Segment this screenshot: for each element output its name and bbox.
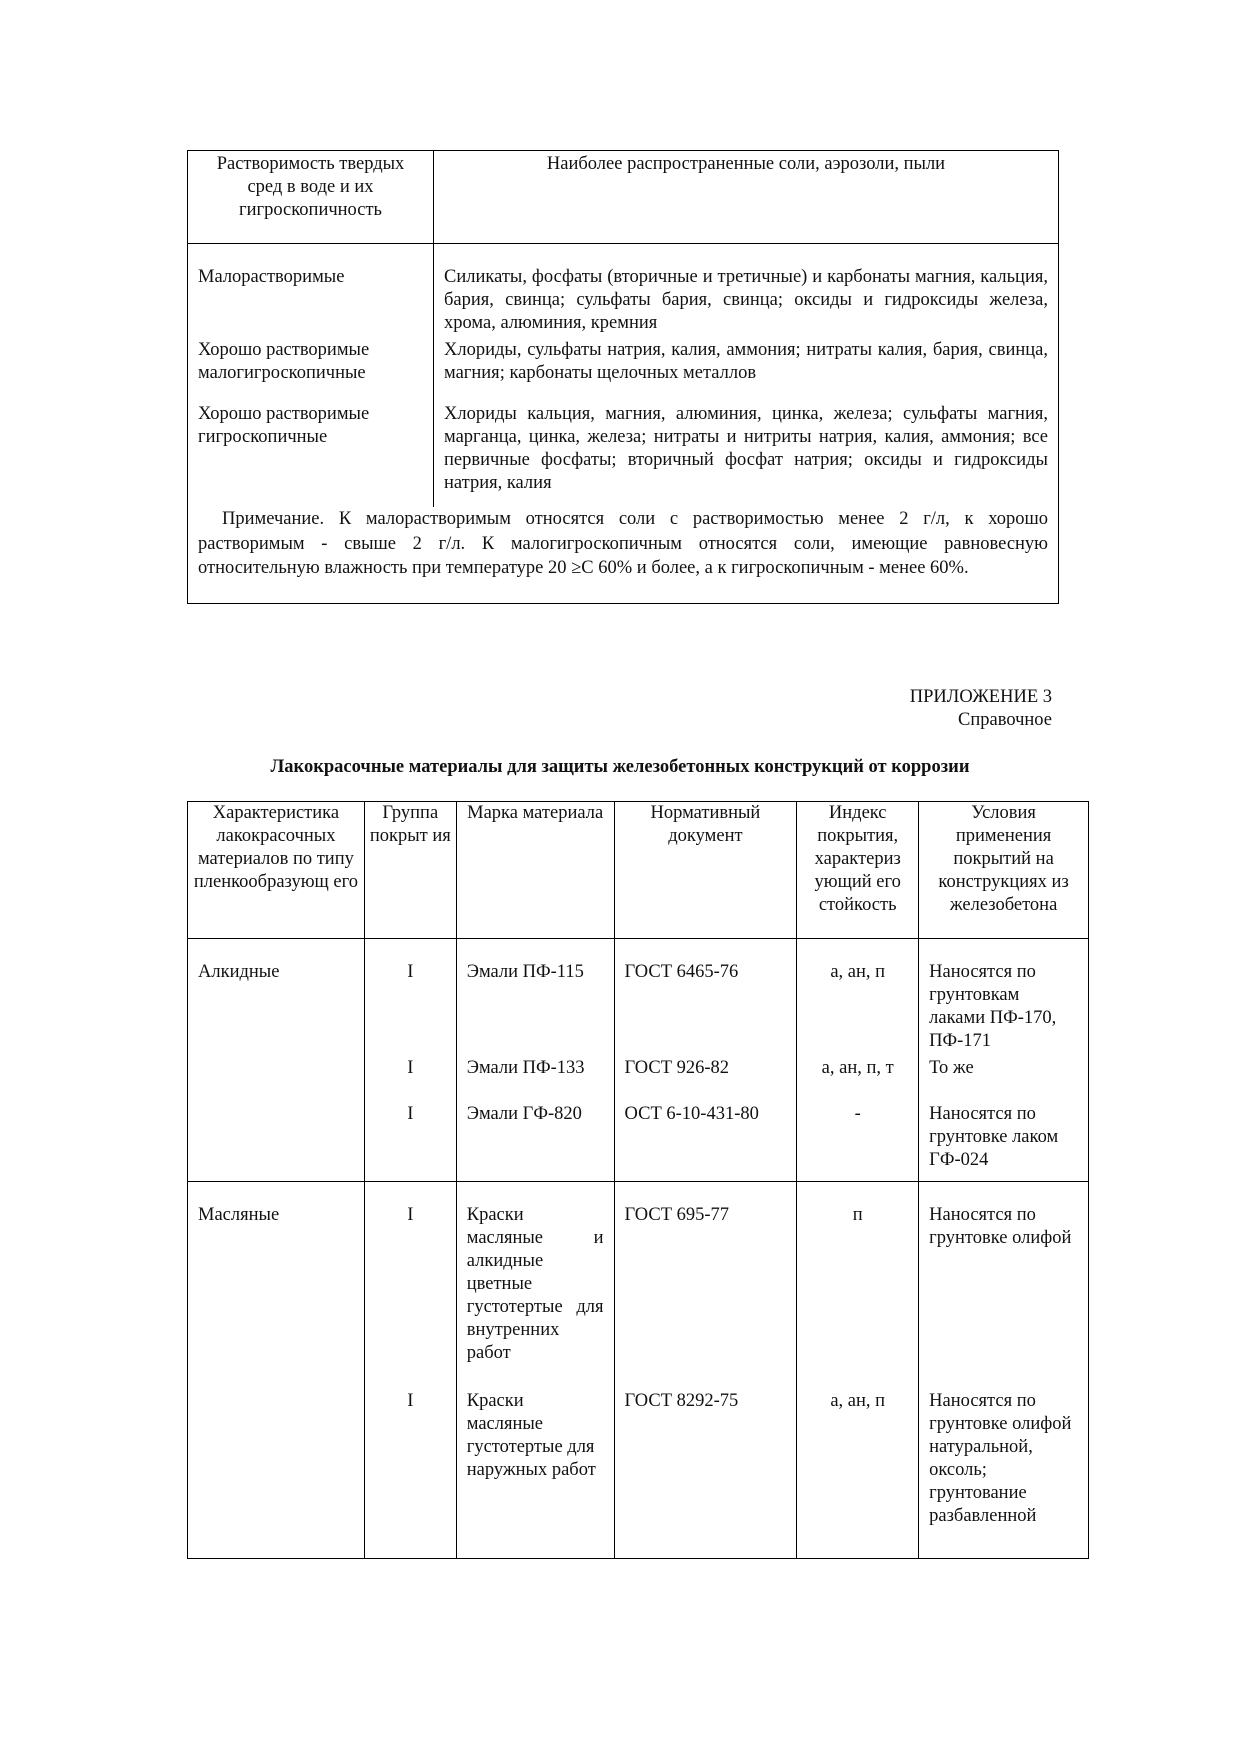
document-cell: ГОСТ 926-82	[614, 1055, 797, 1101]
table-note: Примечание. К малорастворимым относятся соли с растворимостью менее 2 г/л, к хорошо растворимым - свыше 2 г/л. К малогигроскопичным относятся соли, имеющие равновесную относительную влажность при температуре 20 ≥С 60% и более, а к гигроскопичным - менее 60%.	[188, 507, 1059, 603]
table-row	[188, 1388, 1089, 1558]
substances-cell: Силикаты, фосфаты (вторичные и третичные) и карбонаты магния, кальция, бария, свинца; сульфаты бария, свинца; оксиды и гидроксиды железа, хрома, алюминия, кремния	[434, 244, 1059, 338]
category-cell: Хорошо растворимые малогигроскопичные	[188, 337, 434, 401]
header-normative-document: Нормативный документ	[614, 802, 797, 939]
appendix-subtitle: Справочное	[958, 710, 1052, 730]
conditions-cell: Наносятся по грунтовке олифой	[919, 1181, 1089, 1388]
header-common-salts: Наиболее распространенные соли, аэрозоли, пыли	[434, 151, 1059, 244]
group-cell: I	[364, 1181, 456, 1388]
header-application-conditions: Условия применения покрытий на конструкциях из железобетона	[919, 802, 1089, 939]
group-cell: I	[364, 1055, 456, 1101]
coatings-table	[187, 801, 1089, 1559]
table-row	[188, 337, 1059, 401]
table-note-row	[188, 507, 1059, 603]
table-row	[188, 401, 1059, 507]
category-cell: Малорастворимые	[188, 244, 434, 338]
brand-cell: Эмали ПФ-133	[456, 1055, 614, 1101]
group-cell: I	[364, 939, 456, 1056]
header-film-type: Характеристика лакокрасочных материалов по типу пленкообразующ его	[188, 802, 365, 939]
film-type-cell	[188, 1388, 365, 1558]
group-cell: I	[364, 1388, 456, 1558]
group-cell: I	[364, 1101, 456, 1181]
table-row	[188, 244, 1059, 338]
coatings-table-title: Лакокрасочные материалы для защиты железобетонных конструкций от коррозии	[270, 757, 970, 777]
brand-cell: Краски масляные густотертые для наружных работ	[456, 1388, 614, 1558]
brand-cell: Эмали ПФ-115	[456, 939, 614, 1056]
table-row	[188, 1181, 1089, 1388]
index-cell: а, ан, п, т	[797, 1055, 919, 1101]
category-cell: Хорошо растворимые гигроскопичные	[188, 401, 434, 507]
table-row	[188, 1055, 1089, 1101]
substances-cell: Хлориды, сульфаты натрия, калия, аммония; нитраты калия, бария, свинца, магния; карбонаты щелочных металлов	[434, 337, 1059, 401]
conditions-cell: То же	[919, 1055, 1089, 1101]
solubility-table-header	[188, 151, 1059, 244]
brand-cell: Эмали ГФ-820	[456, 1101, 614, 1181]
document-cell: ГОСТ 6465-76	[614, 939, 797, 1056]
document-cell: ГОСТ 695-77	[614, 1181, 797, 1388]
index-cell: а, ан, п	[797, 1388, 919, 1558]
conditions-cell: Наносятся по грунтовке олифой натуральной, оксоль; грунтование разбавленной	[919, 1388, 1089, 1558]
table-row	[188, 1101, 1089, 1181]
header-material-brand: Марка материала	[456, 802, 614, 939]
appendix-title: ПРИЛОЖЕНИЕ 3	[909, 687, 1052, 707]
document-cell: ГОСТ 8292-75	[614, 1388, 797, 1558]
film-type-cell	[188, 1055, 365, 1101]
header-solubility: Растворимость твердых сред в воде и их гигроскопичность	[188, 151, 434, 244]
index-cell: -	[797, 1101, 919, 1181]
substances-cell: Хлориды кальция, магния, алюминия, цинка, железа; сульфаты магния, марганца, цинка, железа; нитраты и нитриты натрия, калия, аммония; все первичные фосфаты; вторичный фосфат натрия; оксиды и гидроксиды натрия, калия	[434, 401, 1059, 507]
index-cell: п	[797, 1181, 919, 1388]
film-type-cell: Алкидные	[188, 939, 365, 1056]
film-type-cell: Масляные	[188, 1181, 365, 1388]
conditions-cell: Наносятся по грунтовке лаком ГФ-024	[919, 1101, 1089, 1181]
index-cell: а, ан, п	[797, 939, 919, 1056]
coatings-table-header	[188, 802, 1089, 939]
solubility-table	[187, 150, 1059, 604]
film-type-cell	[188, 1101, 365, 1181]
header-coating-index: Индекс покрытия, характериз ующий его стойкость	[797, 802, 919, 939]
table-row	[188, 939, 1089, 1056]
document-cell: ОСТ 6-10-431-80	[614, 1101, 797, 1181]
header-coating-group: Группа покрыт ия	[364, 802, 456, 939]
conditions-cell: Наносятся по грунтовкам лаками ПФ-170, ПФ-171	[919, 939, 1089, 1056]
brand-cell: Краски масляные и алкидные цветные густотертые для внутренних работ	[456, 1181, 614, 1388]
